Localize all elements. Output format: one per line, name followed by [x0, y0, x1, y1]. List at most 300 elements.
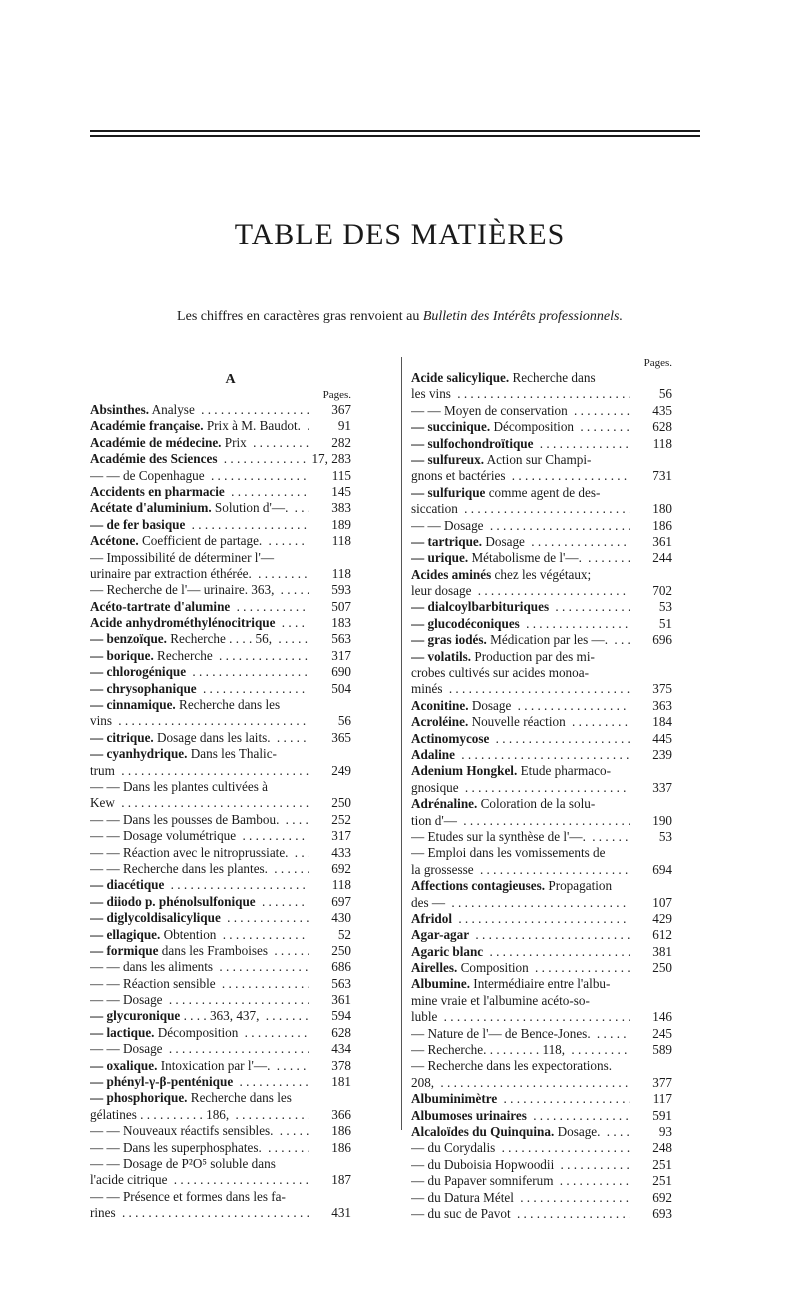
leader-dots	[411, 501, 630, 517]
entry-term: — ellagique.	[90, 926, 161, 942]
index-entry	[411, 518, 672, 534]
leader-dots	[411, 780, 630, 796]
entry-page: 53	[630, 599, 672, 615]
entry-text: — — Dans les pousses de Bambou.	[90, 811, 280, 827]
leader-dots	[411, 1091, 630, 1107]
entry-label	[90, 861, 271, 876]
entry-page: 189	[309, 517, 351, 533]
entry-page: 361	[309, 992, 351, 1008]
entry-term: — dialcoylbarbituriques	[411, 599, 550, 615]
entry-text: leur dosage	[411, 583, 472, 599]
entry-page: 696	[630, 632, 672, 648]
entry-label	[90, 435, 250, 450]
entry-label	[411, 845, 609, 860]
entry-term: — glucodéconiques	[411, 615, 520, 631]
entry-label	[411, 649, 598, 664]
leader-dots	[411, 862, 630, 878]
entry-text: — Recherche de l'— urinaire. 363,	[90, 582, 275, 598]
entry-page: 433	[309, 845, 351, 861]
entry-label	[90, 1074, 236, 1089]
entry-page: 118	[309, 566, 351, 582]
index-entry	[411, 1108, 672, 1124]
entry-text: — — Dosage	[411, 517, 484, 533]
entry-label	[411, 731, 492, 746]
index-entry	[411, 632, 672, 648]
index-entry	[90, 845, 351, 861]
entry-text: Recherche dans	[512, 370, 596, 385]
entry-page: 563	[309, 631, 351, 647]
index-entry	[90, 1123, 351, 1139]
entry-text: Nouvelle réaction	[471, 714, 566, 730]
entry-text: — Nature de l'— de Bence-Jones.	[411, 1025, 591, 1041]
index-entry	[90, 910, 351, 926]
entry-text: luble	[411, 1009, 438, 1025]
index-entry	[411, 763, 672, 779]
entry-term: Acétate d'aluminium.	[90, 500, 212, 516]
entry-text: siccation	[411, 501, 458, 517]
index-entry	[411, 731, 672, 747]
entry-page: 52	[309, 927, 351, 943]
leader-dots	[411, 1124, 630, 1140]
entry-term: — sulfochondroïtique	[411, 435, 534, 451]
entry-label	[411, 599, 552, 614]
leader-dots	[411, 403, 630, 419]
entry-text: des —	[411, 894, 446, 910]
index-entry	[411, 419, 672, 435]
entry-label	[411, 485, 603, 500]
index-entry	[411, 649, 672, 665]
leader-dots	[411, 763, 630, 779]
index-entry	[90, 648, 351, 664]
entry-text: chez les végétaux;	[494, 566, 592, 582]
entry-label	[411, 550, 585, 565]
entry-page: 146	[630, 1009, 672, 1025]
entry-page: 186	[309, 1140, 351, 1156]
entry-text: — Recherche. . . . . . . . . 118,	[411, 1042, 566, 1058]
index-entry	[90, 1189, 351, 1205]
entry-label	[411, 681, 446, 696]
entry-term: Accidents en pharmacie	[90, 483, 225, 499]
leader-dots	[90, 976, 309, 992]
entry-term: — glycuronique	[90, 1008, 181, 1024]
entry-text: Recherche	[157, 647, 213, 663]
entry-text: Propagation	[548, 878, 613, 894]
entry-label	[411, 829, 589, 844]
entry-page: 250	[309, 943, 351, 959]
entry-text: — — dans les aliments	[90, 959, 214, 975]
entry-label	[411, 1190, 517, 1205]
entry-page: 117	[630, 1091, 672, 1107]
entry-text: Dans les Thalic-	[190, 746, 277, 762]
entry-label	[411, 1173, 556, 1188]
index-entry	[90, 894, 351, 910]
entry-text: Décomposition	[493, 419, 575, 435]
entry-label	[90, 1172, 170, 1187]
index-entry	[90, 795, 351, 811]
entry-term: — citrique.	[90, 729, 154, 745]
leader-dots	[411, 1157, 630, 1173]
leader-dots	[411, 698, 630, 714]
entry-page: 377	[630, 1075, 672, 1091]
entry-term: — chlorogénique	[90, 664, 187, 680]
entry-label	[411, 567, 594, 582]
entry-term: Académie française.	[90, 418, 204, 434]
entry-label	[411, 927, 472, 942]
entry-label	[90, 1140, 265, 1155]
leader-dots	[411, 796, 630, 812]
entry-text: — — Dosage	[90, 992, 163, 1008]
entry-text: — — Recherche dans les plantes.	[90, 860, 268, 876]
leader-dots	[90, 1156, 309, 1172]
entry-page: 56	[309, 713, 351, 729]
entry-text: 208,	[411, 1074, 435, 1090]
leader-dots	[90, 550, 309, 566]
index-entry	[411, 403, 672, 419]
entry-text: Production par des mi-	[474, 648, 595, 664]
leader-dots	[90, 1123, 309, 1139]
entry-page: 504	[309, 681, 351, 697]
entry-page: 190	[630, 813, 672, 829]
index-entry	[90, 861, 351, 877]
entry-label	[90, 1156, 279, 1171]
leader-dots	[411, 1190, 630, 1206]
entry-term: — diiodo p. phénolsulfonique	[90, 893, 256, 909]
entry-term: Acroléine.	[411, 714, 469, 730]
leader-dots	[411, 911, 630, 927]
entry-label	[90, 1090, 295, 1105]
index-entry	[411, 1173, 672, 1189]
entry-text: — Impossibilité de déterminer l'—	[90, 549, 275, 565]
entry-label	[90, 697, 283, 712]
leader-dots	[411, 927, 630, 943]
leader-dots	[411, 567, 630, 583]
entry-label	[90, 517, 188, 532]
entry-label	[411, 534, 528, 549]
entry-label	[411, 796, 598, 811]
entry-page: 591	[630, 1108, 672, 1124]
index-entry	[411, 976, 672, 992]
leader-dots	[411, 583, 630, 599]
entry-page: 692	[630, 1190, 672, 1206]
entry-term: Agaric blanc	[411, 943, 484, 959]
index-entry	[411, 993, 672, 1009]
entry-term: Actinomycose	[411, 730, 490, 746]
entry-label	[90, 566, 255, 581]
top-rule-2	[90, 135, 700, 137]
entry-label	[411, 632, 611, 647]
leader-dots	[411, 452, 630, 468]
entry-term: Airelles.	[411, 960, 458, 976]
entry-label	[90, 959, 216, 974]
entry-term: — sulfurique	[411, 484, 486, 500]
entry-page: 628	[630, 419, 672, 435]
leader-dots	[411, 813, 630, 829]
index-entry	[411, 1042, 672, 1058]
entry-label	[90, 894, 259, 909]
leader-dots	[411, 1042, 630, 1058]
index-entry	[90, 927, 351, 943]
entry-page: 686	[309, 959, 351, 975]
index-entry	[411, 1091, 672, 1107]
entry-text: — — Dans les superphosphates.	[90, 1139, 262, 1155]
leader-dots	[90, 664, 309, 680]
leader-dots	[90, 1041, 309, 1057]
leader-dots	[90, 418, 309, 434]
index-entry	[411, 534, 672, 550]
entry-label	[411, 763, 614, 778]
entry-text: rines	[90, 1205, 116, 1221]
entry-text: Coloration de la solu-	[480, 796, 596, 812]
pages-heading-right: Pages.	[643, 357, 672, 369]
index-entry	[411, 747, 672, 763]
entry-label	[411, 501, 461, 516]
entry-label	[90, 582, 277, 597]
index-entry	[411, 567, 672, 583]
entry-term: Agar-agar	[411, 927, 470, 943]
leader-dots	[411, 1173, 630, 1189]
entry-text: la grossesse	[411, 861, 474, 877]
index-entry	[90, 976, 351, 992]
entry-label	[90, 1008, 262, 1023]
entry-label	[411, 895, 448, 910]
leader-dots	[411, 878, 630, 894]
entry-label	[411, 993, 593, 1008]
leader-dots	[411, 550, 630, 566]
leader-dots	[411, 993, 630, 1009]
entry-text: trum	[90, 762, 115, 778]
left-entries	[90, 402, 351, 1222]
entry-page: 317	[309, 828, 351, 844]
entry-page: 282	[309, 435, 351, 451]
leader-dots	[411, 534, 630, 550]
entry-text: — — de Copenhague	[90, 467, 205, 483]
entry-text: Recherche . . . . 56,	[170, 631, 273, 647]
entry-text: Recherche dans les	[190, 1090, 292, 1106]
leader-dots	[90, 566, 309, 582]
entry-text: vins	[90, 713, 112, 729]
index-entry	[90, 484, 351, 500]
entry-label	[90, 730, 274, 745]
entry-page: 51	[630, 616, 672, 632]
entry-term: Adenium Hongkel.	[411, 763, 518, 779]
leader-dots	[90, 681, 309, 697]
index-entry	[90, 779, 351, 795]
entry-page: 180	[630, 501, 672, 517]
leader-dots	[90, 845, 309, 861]
entry-page: 244	[630, 550, 672, 566]
leader-dots	[411, 1026, 630, 1042]
leader-dots	[90, 910, 309, 926]
entry-label	[411, 583, 474, 598]
leader-dots	[90, 615, 309, 631]
entry-page: 145	[309, 484, 351, 500]
entry-label	[90, 533, 265, 548]
entry-page: 118	[309, 533, 351, 549]
entry-label	[411, 518, 487, 533]
entry-text: Coefficient de partage.	[142, 533, 263, 549]
entry-label	[411, 1075, 437, 1090]
entry-label	[411, 862, 477, 877]
leader-dots	[411, 616, 630, 632]
entry-page: 251	[630, 1173, 672, 1189]
entry-text: urinaire par extraction éthérée.	[90, 565, 252, 581]
entry-text: Intoxication par l'—.	[160, 1057, 271, 1073]
index-entry	[411, 829, 672, 845]
page-title: TABLE DES MATIÈRES	[234, 218, 566, 251]
index-entry	[411, 845, 672, 861]
entry-label	[411, 1140, 498, 1155]
index-entry	[411, 1190, 672, 1206]
entry-label	[90, 402, 198, 417]
entry-label	[411, 370, 599, 385]
index-entry	[90, 1025, 351, 1041]
entry-page: 435	[630, 403, 672, 419]
leader-dots	[411, 419, 630, 435]
entry-text: minés	[411, 681, 443, 697]
entry-text: dans les Framboises	[161, 942, 269, 958]
index-entry	[411, 878, 672, 894]
leader-dots	[90, 746, 309, 762]
index-entry	[90, 468, 351, 484]
index-entry	[90, 631, 351, 647]
entry-term: Afridol	[411, 910, 453, 926]
entry-label	[90, 484, 228, 499]
entry-label	[90, 927, 219, 942]
index-entry	[90, 1172, 351, 1188]
entry-text: Dosage	[485, 533, 525, 549]
leader-dots	[90, 484, 309, 500]
entry-page: 337	[630, 780, 672, 796]
leader-dots	[90, 1172, 309, 1188]
entry-text: — — Présence et formes dans les fa-	[90, 1188, 286, 1204]
entry-page: 612	[630, 927, 672, 943]
entry-page: 628	[309, 1025, 351, 1041]
index-entry	[411, 1124, 672, 1140]
leader-dots	[90, 697, 309, 713]
entry-term: — urique.	[411, 550, 469, 566]
entry-label	[90, 779, 271, 794]
entry-page: 250	[309, 795, 351, 811]
entry-text: crobes cultivés sur acides monoa-	[411, 665, 589, 681]
leader-dots	[90, 713, 309, 729]
leader-dots	[90, 812, 309, 828]
entry-label	[90, 1123, 276, 1138]
leader-dots	[90, 500, 309, 516]
leader-dots	[90, 763, 309, 779]
entry-label	[90, 1025, 241, 1040]
entry-page: 589	[630, 1042, 672, 1058]
index-entry	[411, 911, 672, 927]
entry-text: Obtention	[163, 926, 217, 942]
entry-page: 445	[630, 731, 672, 747]
entry-text: Dosage	[471, 697, 512, 713]
entry-text: — — Réaction avec le nitroprussiate.	[90, 844, 289, 860]
entry-label	[90, 992, 166, 1007]
leader-dots	[411, 1108, 630, 1124]
entry-label	[411, 616, 523, 631]
entry-label	[90, 1189, 289, 1204]
entry-label	[90, 763, 118, 778]
entry-label	[411, 1091, 500, 1106]
entry-label	[411, 944, 486, 959]
entry-page: 248	[630, 1140, 672, 1156]
column-divider	[401, 357, 402, 1130]
entry-label	[411, 419, 577, 434]
entry-term: — chrysophanique	[90, 680, 197, 696]
leader-dots	[90, 631, 309, 647]
leader-dots	[90, 517, 309, 533]
entry-label	[90, 943, 271, 958]
entry-label	[411, 878, 615, 893]
leader-dots	[90, 582, 309, 598]
entry-label	[411, 1009, 440, 1024]
leader-dots	[411, 468, 630, 484]
entry-label	[411, 468, 508, 483]
index-entry	[411, 796, 672, 812]
entry-term: — de fer basique	[90, 516, 186, 532]
entry-page: 593	[309, 582, 351, 598]
leader-dots	[411, 731, 630, 747]
entry-label	[90, 418, 304, 433]
leader-dots	[90, 894, 309, 910]
entry-page: 429	[630, 911, 672, 927]
leader-dots	[90, 533, 309, 549]
leader-dots	[90, 877, 309, 893]
index-entry	[411, 780, 672, 796]
entry-label	[90, 631, 275, 646]
leader-dots	[411, 632, 630, 648]
entry-page: 186	[630, 518, 672, 534]
index-entry	[90, 713, 351, 729]
leader-dots	[411, 485, 630, 501]
entry-text: Etude pharmaco-	[520, 763, 612, 779]
entry-term: — borique.	[90, 647, 154, 663]
entry-term: — benzoïque.	[90, 631, 167, 647]
index-entry	[90, 992, 351, 1008]
leader-dots	[90, 468, 309, 484]
entry-term: — gras iodés.	[411, 632, 487, 648]
entry-page: 367	[309, 402, 351, 418]
leader-dots	[90, 1107, 309, 1123]
entry-term: Acides aminés	[411, 566, 492, 582]
entry-page: 378	[309, 1058, 351, 1074]
leader-dots	[90, 451, 309, 467]
index-entry	[411, 599, 672, 615]
entry-term: — volatils.	[411, 648, 472, 664]
leader-dots	[90, 1090, 309, 1106]
index-entry	[90, 500, 351, 516]
entry-page: 731	[630, 468, 672, 484]
index-entry	[90, 763, 351, 779]
entry-text: — — Dosage	[90, 1041, 163, 1057]
leader-dots	[411, 895, 630, 911]
entry-page: 361	[630, 534, 672, 550]
index-entry	[411, 550, 672, 566]
entry-text: Analyse	[151, 402, 195, 417]
index-entry	[90, 418, 351, 434]
entry-label	[90, 746, 280, 761]
entry-text: Médication par les —.	[490, 632, 609, 648]
leader-dots	[411, 649, 630, 665]
index-entry	[411, 813, 672, 829]
entry-text: . . . . 363, 437,	[183, 1008, 260, 1024]
entry-term: Acétone.	[90, 533, 139, 549]
entry-page: 118	[630, 436, 672, 452]
leader-dots	[90, 730, 309, 746]
entry-text: Kew	[90, 795, 115, 811]
leader-dots	[411, 944, 630, 960]
entry-term: — phényl-γ-β-penténique	[90, 1074, 234, 1090]
